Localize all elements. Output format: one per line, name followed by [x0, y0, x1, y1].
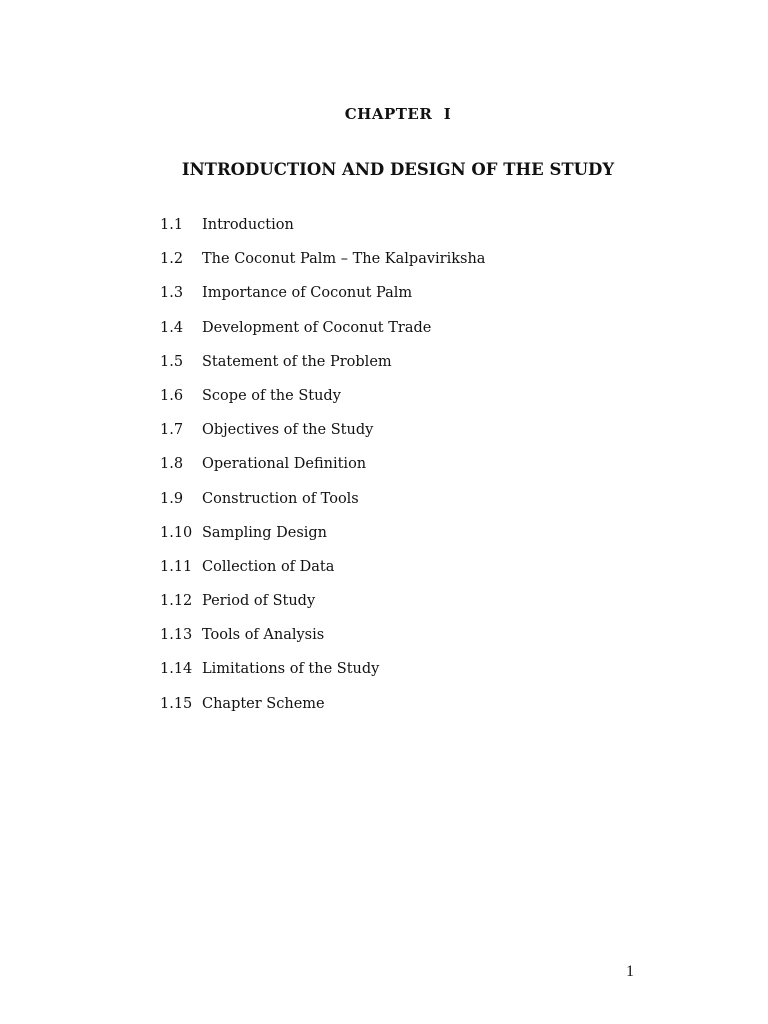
toc-item-number: 1.12: [160, 593, 193, 610]
toc-item-label: Development of Coconut Trade: [202, 319, 432, 336]
toc-item-1-4: [160, 320, 485, 354]
chapter-label: CHAPTER I: [344, 105, 452, 123]
toc-item-1-8: [160, 456, 485, 490]
toc-item-label: Limitations of the Study: [202, 661, 380, 678]
toc-item-number: 1.2: [160, 251, 184, 268]
toc-item-number: 1.9: [160, 490, 184, 507]
toc-item-label: Objectives of the Study: [202, 422, 374, 439]
page-number: 1: [626, 963, 634, 980]
toc-item-1-12: [160, 593, 485, 627]
toc-item-number: 1.5: [160, 353, 184, 370]
toc-item-1-2: [160, 251, 485, 285]
toc-item-1-7: [160, 422, 485, 456]
toc-item-label: Importance of Coconut Palm: [202, 285, 413, 302]
toc-item-1-9: [160, 491, 485, 525]
toc-item-number: 1.13: [160, 627, 193, 644]
toc-item-number: 1.3: [160, 285, 184, 302]
toc-item-number: 1.14: [160, 661, 193, 678]
toc-item-1-10: [160, 525, 485, 559]
toc-item-label: Period of Study: [202, 593, 316, 610]
toc-item-number: 1.7: [160, 422, 184, 439]
toc-item-1-1: [160, 217, 485, 251]
toc-item-label: Introduction: [202, 217, 294, 233]
chapter-title: INTRODUCTION AND DESIGN OF THE STUDY: [181, 160, 615, 179]
toc-item-1-5: [160, 354, 485, 388]
toc-item-number: 1.15: [160, 695, 193, 712]
toc-item-number: 1.1: [160, 217, 184, 233]
toc-item-label: Collection of Data: [202, 558, 335, 575]
toc-item-1-15: [160, 696, 485, 730]
toc-item-number: 1.4: [160, 319, 184, 336]
toc-item-label: Tools of Analysis: [202, 627, 325, 644]
toc-item-label: Scope of the Study: [202, 387, 341, 404]
toc-item-1-14: [160, 661, 485, 695]
toc-item-1-11: [160, 559, 485, 593]
toc-item-number: 1.8: [160, 456, 184, 473]
toc-item-label: Sampling Design: [202, 524, 328, 541]
toc-item-1-3: [160, 285, 485, 319]
toc-item-label: Statement of the Problem: [202, 353, 392, 370]
table-of-contents: [160, 217, 485, 730]
toc-item-label: Operational Definition: [202, 456, 367, 473]
toc-item-label: Construction of Tools: [202, 490, 359, 507]
toc-item-number: 1.10: [160, 524, 193, 541]
toc-item-1-6: [160, 388, 485, 422]
toc-item-label: Chapter Scheme: [202, 695, 325, 712]
toc-item-label: The Coconut Palm – The Kalpaviriksha: [202, 251, 486, 268]
toc-item-number: 1.11: [160, 558, 193, 575]
toc-item-1-13: [160, 627, 485, 661]
toc-item-number: 1.6: [160, 387, 184, 404]
